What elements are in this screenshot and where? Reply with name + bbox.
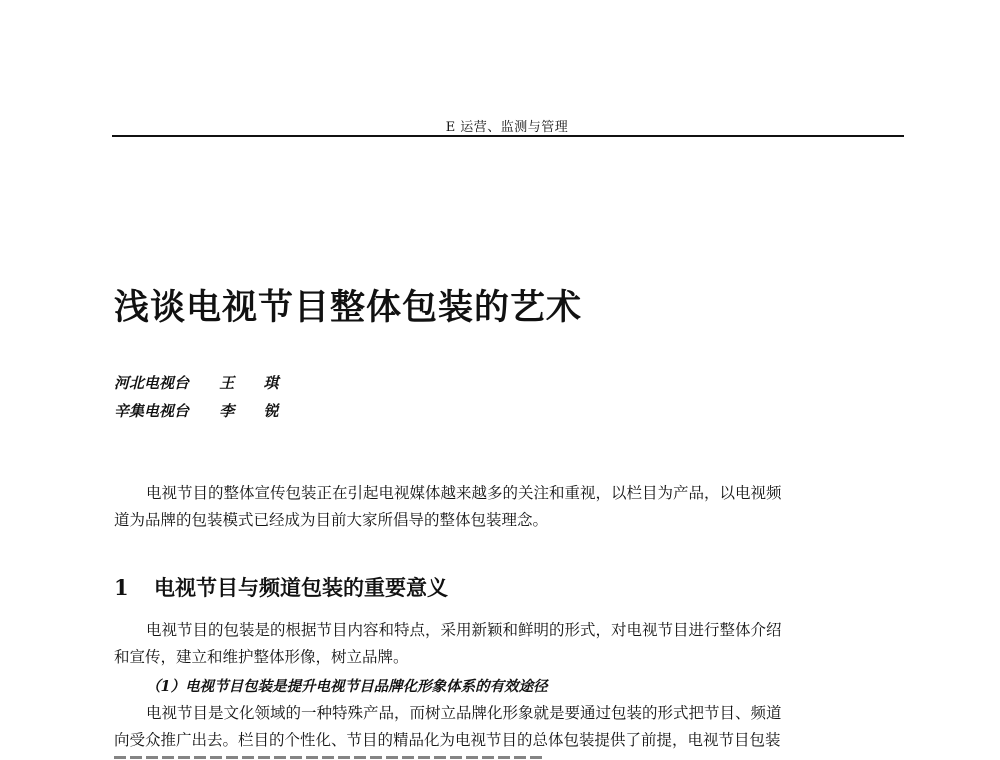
author-affiliation: 河北电视台 <box>114 374 190 392</box>
author-line <box>114 400 290 421</box>
author-line <box>114 372 290 393</box>
section-number: 1 <box>114 575 129 600</box>
text-line: 电视节目是文化领域的一种特殊产品，而树立品牌化形象就是要通过包装的形式把节目、频道 <box>146 704 782 722</box>
body-paragraph <box>114 700 894 754</box>
author-affiliation: 辛集电视台 <box>114 402 190 420</box>
running-header: E 运营、监测与管理 <box>445 120 569 135</box>
article-title: 浅谈电视节目整体包装的艺术 <box>114 287 583 328</box>
author-name: 李 锐 <box>219 402 291 420</box>
text-line: 电视节目的整体宣传包装正在引起电视媒体越来越多的关注和重视，以栏目为产品，以电视频 <box>146 484 782 502</box>
text-line: 道为品牌的包装模式已经成为目前大家所倡导的整体包装理念。 <box>114 511 549 529</box>
section-heading <box>114 572 448 602</box>
author-name: 王 琪 <box>219 374 291 392</box>
cropped-text-line <box>114 752 544 760</box>
text-line: 电视节目的包装是的根据节目内容和特点，采用新颖和鲜明的形式，对电视节目进行整体介绍 <box>146 621 782 639</box>
header-rule <box>112 135 904 137</box>
text-line: 和宣传，建立和维护整体形像，树立品牌。 <box>114 648 409 666</box>
subsection-heading: （1）电视节目包装是提升电视节目品牌化形象体系的有效途径 <box>146 678 548 695</box>
abstract-paragraph <box>114 480 894 534</box>
section-title: 电视节目与频道包装的重要意义 <box>154 575 448 600</box>
text-line: 向受众推广出去。栏目的个性化、节目的精品化为电视节目的总体包装提供了前提，电视节目包装 <box>114 731 781 749</box>
body-paragraph <box>114 617 894 671</box>
